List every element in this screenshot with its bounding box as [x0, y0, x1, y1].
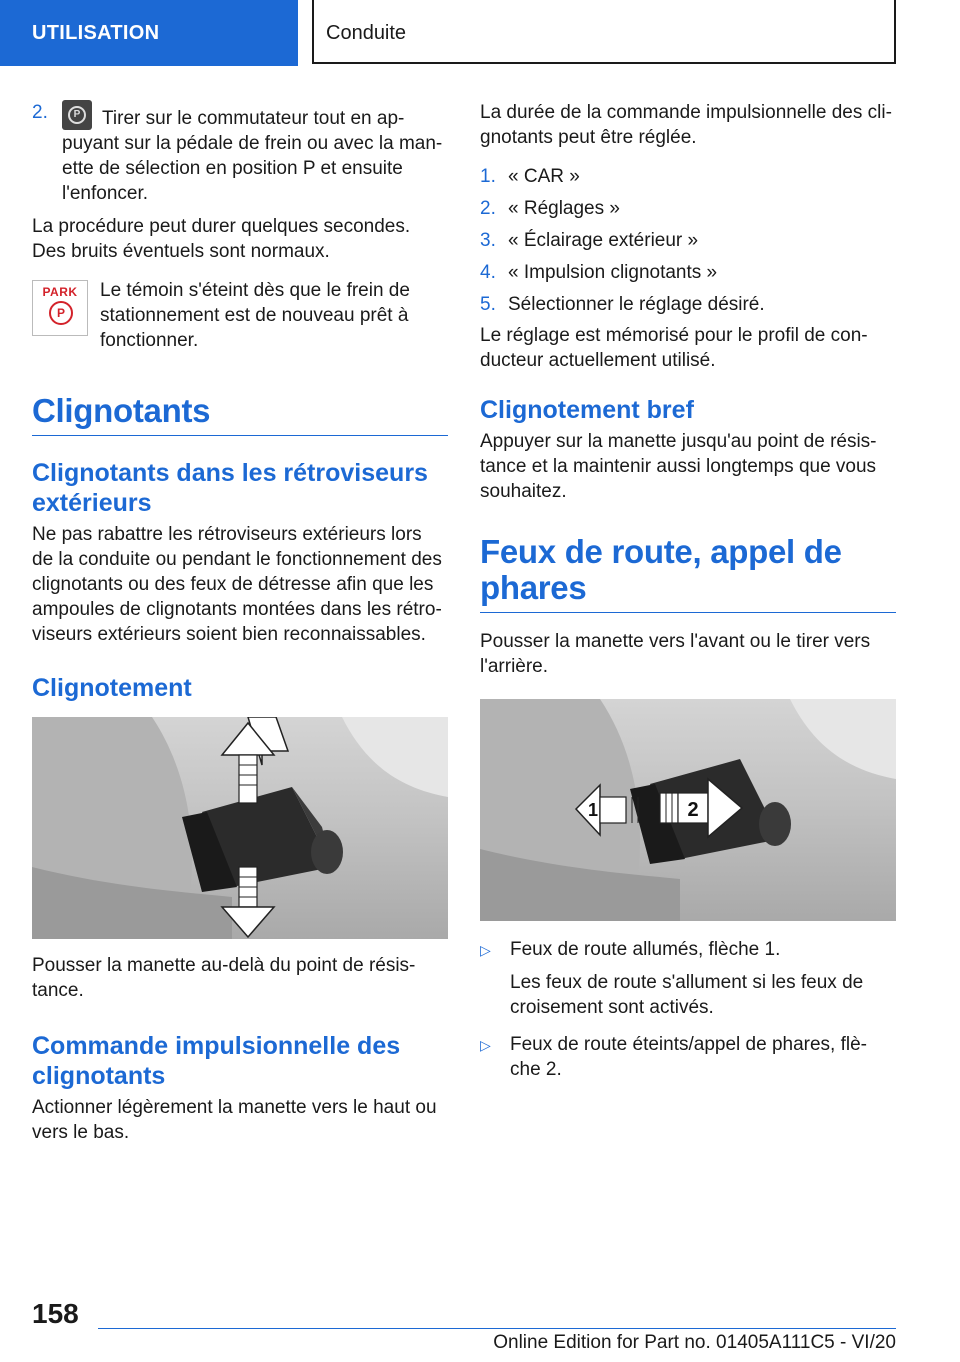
short-blink-text: Appuyer sur la manette jusqu'au point de résis-tance et la maintenir aussi longtemps que vous souhaitez. — [480, 431, 877, 502]
triangle-bullet-icon: ▷ — [480, 1037, 491, 1053]
triangle-bullet-icon: ▷ — [480, 942, 491, 958]
arrow-2-label: 2 — [687, 799, 699, 821]
list-item: 2. « Réglages » — [480, 198, 620, 219]
chapter-tab: Conduite — [312, 0, 896, 64]
high-beam-illustration — [480, 699, 896, 921]
heading-clignotement: Clignotement — [32, 674, 192, 702]
turn-signal-stalk-image — [32, 717, 448, 939]
parking-brake-switch-icon: P — [62, 100, 92, 130]
list-item: 1. « CAR » — [480, 166, 580, 187]
page-number: 158 — [32, 1298, 79, 1329]
blink-text: Pousser la manette au-delà du point de résis-tance. — [32, 955, 416, 1001]
heading-mirror-indicators: Clignotants dans les rétroviseurs extérieurs — [32, 459, 428, 517]
left-column — [32, 100, 448, 1145]
park-icon-label: PARK — [42, 285, 78, 299]
footer-rule — [98, 1328, 896, 1329]
step-number: 2. — [32, 102, 48, 123]
heading-impulse: Commande impulsionnelle des clignotants — [32, 1032, 401, 1090]
list-item: ▷ Feux de route éteints/appel de phares, flè-che 2. — [480, 1034, 868, 1080]
note-text: Le témoin s'éteint dès que le frein de stationnement est de nouveau prêt à fonctionner. — [100, 280, 410, 351]
impulse-text: Actionner légèrement la manette vers le haut ou vers le bas. — [32, 1097, 437, 1143]
saved-text: Le réglage est mémorisé pour le profil de con-ducteur actuellement utilisé. — [480, 325, 868, 371]
heading-short-blink: Clignotement bref — [480, 396, 694, 424]
mirror-indicators-text: Ne pas rabattre les rétroviseurs extérieurs lors de la conduite ou pendant le fonctionnement des clignotants ou des feux de détresse afin que les ampoules de clignotants montées dans les rétro-viseurs extérieurs soient bien reconnaissables. — [32, 524, 442, 645]
indicator-note — [32, 278, 448, 353]
stalk-illustration — [32, 717, 448, 939]
right-column — [480, 100, 896, 1082]
paragraph: La procédure peut durer quelques secondes. Des bruits éventuels sont normaux. — [32, 216, 411, 262]
heading-high-beam: Feux de route, appel de phares — [480, 534, 896, 613]
list-item: 5. Sélectionner le réglage désiré. — [480, 294, 765, 315]
step-text: Tirer sur le commutateur tout en ap-puyant sur la pédale de frein ou avec la man-ette de sélection en position P et ensuite l'enfoncer. — [62, 108, 443, 204]
list-item: ▷ Feux de route allumés, flèche 1. — [480, 937, 896, 962]
heading-clignotants: Clignotants — [32, 393, 448, 436]
settings-steps — [480, 164, 896, 317]
high-beam-stalk-image — [480, 699, 896, 921]
page-header — [0, 0, 960, 66]
high-beam-text: Pousser la manette vers l'avant ou le tirer vers l'arrière. — [480, 631, 871, 677]
section-tab: UTILISATION — [0, 0, 298, 66]
duration-text: La durée de la commande impulsionnelle des cli-gnotants peut être réglée. — [480, 102, 892, 148]
list-item: 4. « Impulsion clignotants » — [480, 262, 718, 283]
list-item: 3. « Éclairage extérieur » — [480, 230, 699, 251]
high-beam-bullets — [480, 937, 896, 1082]
park-indicator-icon: PARK P — [32, 280, 88, 336]
step-2 — [32, 100, 448, 206]
bullet-sub-text: Les feux de route s'allument si les feux de croisement sont activés. — [510, 972, 864, 1018]
edition-label: Online Edition for Part no. 01405A111C5 - VI/20 — [493, 1332, 896, 1353]
arrow-1-label: 1 — [588, 800, 599, 820]
